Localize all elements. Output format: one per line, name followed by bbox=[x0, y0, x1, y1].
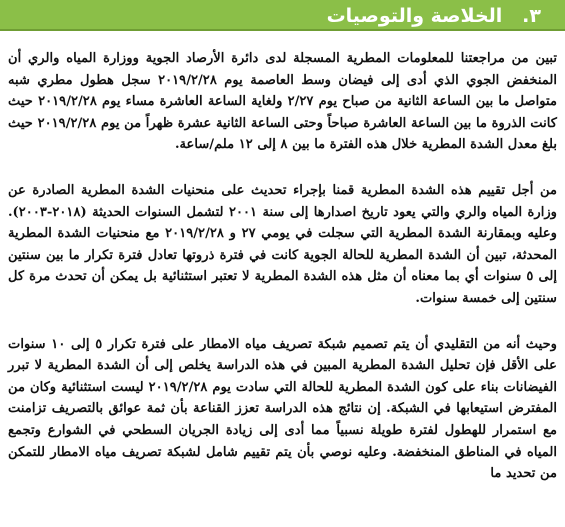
paragraph-rainfall-records: تبين من مراجعتنا للمعلومات المطرية المسجلة لدى دائرة الأرصاد الجوية ووزارة المياه والري أن المنخفض الجوي الذي أدى إلى فيضان وسط العاصمة يوم ٢٠١٩/٢/٢٨ سجل هطول مطري شبه متواصل ما بين الساعة الثانية من صباح يوم ٢/٢٧ ولغاية الساعة العاشرة مساء يوم ٢٠١٩/٢/٢٨ حيث كانت الذروة ما بين الساعة العاشرة صباحاً وحتى الساعة الثانية عشرة ظهراً من يوم ٢٠١٩/٢/٢٨ حيث بلغ معدل الشدة المطرية خلال هذه الفترة ما بين ٨ إلى ١٢ ملم/ساعة. bbox=[8, 51, 557, 153]
section-number: ٣. bbox=[522, 4, 541, 27]
section-header-bar bbox=[0, 0, 565, 31]
section-body bbox=[8, 48, 557, 509]
section-title-text: الخلاصة والتوصيات bbox=[326, 4, 503, 27]
paragraph-intensity-evaluation: من أجل تقييم هذه الشدة المطرية قمنا بإجراء تحديث على منحنيات الشدة المطرية الصادرة عن وزارة المياه والري والتي يعود تاريخ اصدارها إلى سنة ٢٠٠١ لتشمل السنوات الحديثة (٢٠١٨-٢٠٠٣). وعليه وبمقارنة الشدة المطرية التي سجلت في يومي ٢٧ و ٢٠١٩/٢/٢٨ مع منحنيات الشدة المطرية المحدثة، تبين أن الشدة المطرية للحالة الجوية كانت في فترة ذروتها تعادل فترة تكرار ما بين سنتين إلى ٥ سنوات أي بما معناه أن مثل هذه الشدة المطرية لا تعتبر استثنائية بل يمكن أن تحدث مرة كل سنتين إلى خمسة سنوات. bbox=[8, 182, 557, 306]
paragraph-drainage-recommendation: وحيث أنه من التقليدي أن يتم تصميم شبكة تصريف مياه الامطار على فترة تكرار ٥ إلى ١٠ سنوات على الأقل فإن تحليل الشدة المطرية المبين في هذه الدراسة يخلص إلى أن الشدة المطرية لا تبرر الفيضانات بناء على كون الشدة المطرية للحالة التي سادت يوم ٢٠١٩/٢/٢٨ ليست استثنائية وكان من المفترض استيعابها في الشبكة. إن نتائج هذه الدراسة تعزز القناعة بأن ثمة عوائق بالتصريف تزامنت مع استمرار للهطول لفترة طويلة نسبياً مما أدى إلى زيادة الجريان السطحي في الشوارع وتجمع المياه في المناطق المنخفضة. وعليه نوصي بأن يتم تقييم شامل لشبكة تصريف مياه الامطار للتمكن من تحديد ما bbox=[8, 336, 557, 482]
section-title bbox=[327, 5, 541, 27]
